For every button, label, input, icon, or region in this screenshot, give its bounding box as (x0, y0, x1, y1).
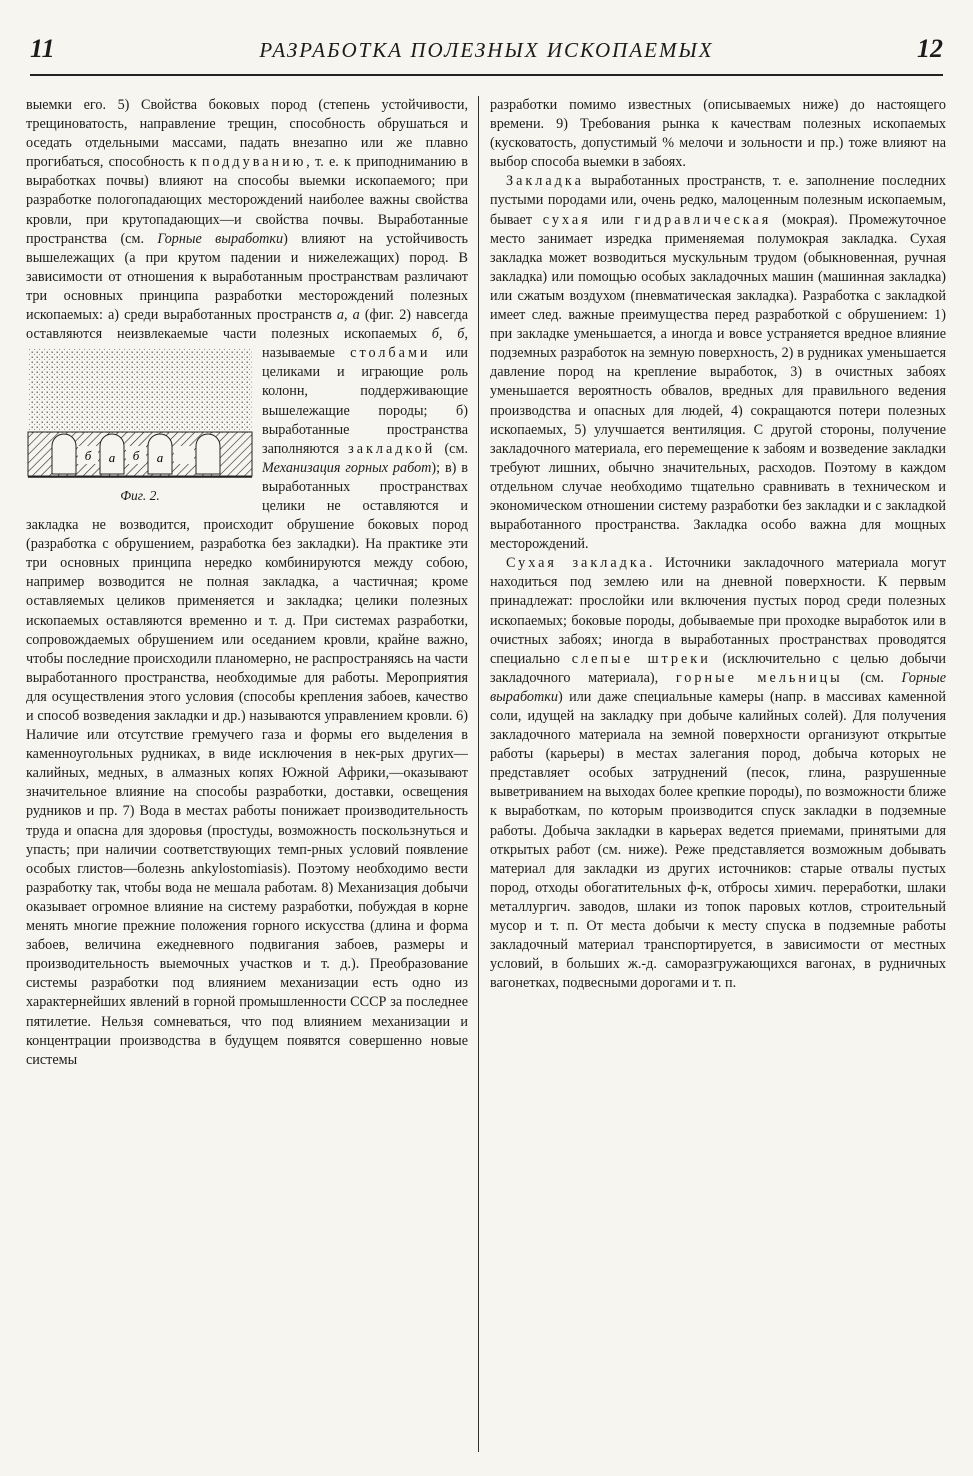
left-column (26, 96, 468, 1456)
page-header (30, 34, 943, 76)
figure-label: б (84, 448, 92, 464)
paragraph: Сухая закладка. Источники закладочного материала могут находиться под землею или на дневной поверхности. К первым принадлежат: прослойки или включения пустых пород среди полезных ископаемых; боковые породы, добываемые при проходке выработок или в очистных забоях; иногда в выработанных пространствах проводятся специально слепые штреки (исключительно с целью добычи закладочного материала), горные мельницы (см. Горные выработки) или даже специальные камеры (напр. в массивах каменной соли, идущей на закладку при добыче калийных солей). Для получения закладочного материала на земной поверхности организуют открытые работы (карьеры) в местах залегания пород, добыча которых не представляет особых затруднений (песок, глина, разрушенные выветриванием на выходах более крепкие породы), по возможности ближе к выработкам, по которым производится спуск закладки в подземные работы. Добыча закладки в карьерах ведется приемами, принятыми для открытых работ (см. ниже). Реже представляется возможным добывать материал для закладки из других источников: старые отвалы пустых пород, отходы обогатительных ф-к, отбросы химич. переработки, шлаки металлургич. заводов, шлаки из топок паровых котлов, строительный мусор и т. п. От места добычи к месту спуска в подземные работы закладочный материал транспортируется, в зависимости от местных условий, в больших ж.-д. саморазгружающихся вагонах, в рудничных вагонетках, подвесными дорогами и т. п. (490, 555, 946, 992)
figure-label: а (156, 450, 164, 466)
right-column (490, 96, 946, 1456)
paragraph: выемки его. 5) Свойства боковых пород (степень устойчивости, трещиноватость, направление трещин, способность обрушаться и оседать отдельными массами, падать внезапно или же плавно прогибаться, способность к поддуванию, т. е. к приподниманию в выработках почвы) влияют на способы выемки ископаемого; при разработке пологопадающих месторождений наиболее важны свойства кровли, при крутопадающих—и свойства почвы. Выработанные пространства (см. Горные выработки) влияют на устойчивость вышележащих (а при крутом падении и нижележащих) пород. В зависимости от отношения к выработанным пространствам различают три основных принципа разработки месторождений полезных ископаемых: а) среди выработанных пространств а, а (фиг. 2) навсегда оставляются неизвлекаемые части полезных ископаемых б а б а Фиг. 2. б, б, называемые столбами или целиками и играющие роль колонн, поддерживающие вышележащие породы; б) выработанные пространства заполняются закладкой (см. Механизация горных работ); в) в выработанных пространствах целики не оставляются и закладка не возводится, происходит обрушение боковых пород (разработка с обрушением, разработка без закладки). На практике эти три основных принципа нередко комбинируются между собою, например возводится не полная закладка, а частичная; кроме оставляемых целиков применяется и закладка; целики полезных ископаемых оставляются временно и т. д. При системах разработки, сопровождаемых обрушением или оседанием кровли, крайне важно, чтобы последние происходили планомерно, не распространяясь на части выработанного пространства, необходимые для работы. Мероприятия для осуществления этого условия (способы крепления забоев, качество и способ возведения закладки и др.) называются управлением кровли. 6) Наличие или отсутствие гремучего газа и формы его выделения в каменноугольных рудниках, в виде исключения в нек-рых других—калийных, медных, в алмазных копях Южной Африки,—оказывают значительное влияние на способы разработки, доставки, освещения рудников и пр. 7) Вода в местах работы понижает производительность труда и опасна для здоровья (простуды, возможность поскользнуться и упасть; при наличии соответствующих темп-рных условий появление особых глистов—болезнь ankylostomiasis). Поэтому необходимо вести разработку так, чтобы вода не мешала работам. 8) Механизация добычи оказывает огромное влияние на систему разработки, побуждая в корне менять многие прежние положения горного искусства (длина и форма забоев, величина ежедневного подвигания забоев, размеры и производительность выемочных участков и т. д.). Преобразование системы разработки под влиянием механизации есть одно из характернейших явлений в горной промышленности СССР за последнее пятилетие. Нельзя сомневаться, что под влиянием механизации и концентрации производства в будущем появятся совершенно новые системы (26, 97, 468, 1068)
page-number-right: 12 (917, 34, 943, 63)
running-title: РАЗРАБОТКА ПОЛЕЗНЫХ ИСКОПАЕМЫХ (259, 38, 714, 62)
paragraph: разработки помимо известных (описываемых ниже) до настоящего времени. 9) Требования рынка к качествам полезных ископаемых (кусковатость, допустимый % мелочи и зольности и пр.) тоже влияют на выбор способа выемки в забоях. (490, 97, 946, 171)
paragraph: Закладка выработанных пространств, т. е. заполнение последних пустыми породами или, очень редко, малоценным полезным ископаемым, бывает сухая или гидравлическая (мокрая). Промежуточное место занимает изредка применяемая полумокрая закладка. Сухая закладка может возводиться мускульным трудом (обыкновенная, ручная закладка) или помощью особых закладочных машин (машинная закладка) или сжатым воздухом (пневматическая закладка). Разработка с закладкой имеет след. важные преимущества перед разработкой с обрушением: 1) при закладке уменьшается, а иногда и вовсе устраняется вредное влияние подземных разработок на земную поверхность, 2) в рудниках уменьшается давление пород на крепление выработок, 3) в очистных забоях уменьшается вероятность обвалов, вредных для правильного ведения производства и опасных для людей, 4) сокращаются потери полезных ископаемых, 5) улучшается вентиляция. С другой стороны, получение закладочного материала, его перемещение к забоям и возведение закладки требуют лишних, обычно значительных, расходов. Поэтому в каждом отдельном случае необходимо тщательно сравнивать в техническом и экономическом отношении систему разработки без закладки и с закладкой выработанного пространства. Закладка особо важна для мощных месторождений. (490, 173, 946, 553)
mine-workings-diagram (26, 346, 254, 484)
figure-label: б (132, 448, 140, 464)
page-number-left: 11 (30, 34, 55, 63)
figure-2 (26, 346, 254, 505)
figure-label: а (108, 450, 116, 466)
figure-caption: Фиг. 2. (120, 488, 160, 504)
column-divider (478, 96, 479, 1452)
